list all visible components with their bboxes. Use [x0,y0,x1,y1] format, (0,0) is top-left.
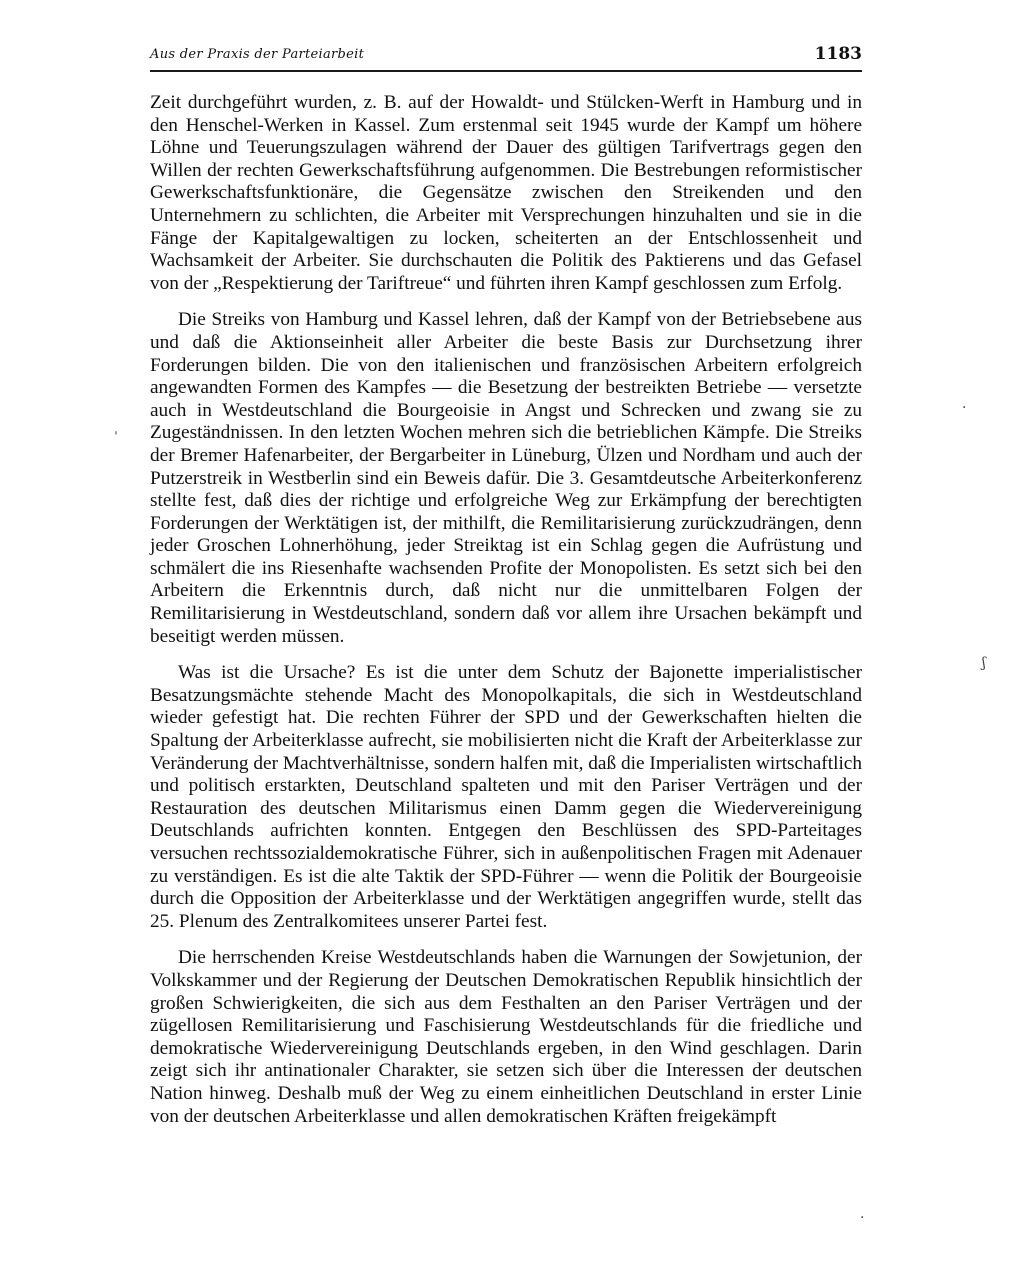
header-rule [150,70,862,72]
paragraph: Was ist die Ursache? Es ist die unter dem Schutz der Bajonette imperialistischer Besatzungsmächte stehende Macht des Monopolkapitals, die sich in Westdeutschland wieder gefestigt hat. Die rechten Führer der SPD und der Gewerkschaften hielten die Spaltung der Arbeiterklasse aufrecht, sie mobilisierten nicht die Kraft der Arbeiterklasse zur Veränderung der Machtverhältnisse, sondern halfen mit, daß die Imperialisten wirtschaftlich und politisch erstarkten, Deutschland spalteten und mit den Pariser Verträgen und der Restauration des deutschen Militarismus einen Damm gegen die Wiedervereinigung Deutschlands aufrichten konnten. Entgegen den Beschlüssen des SPD-Parteitages versuchen rechtssozialdemokratische Führer, sich in außenpolitischen Fragen mit Adenauer zu verständigen. Es ist die alte Taktik der SPD-Führer — wenn die Politik der Bourgeoisie durch die Opposition der Arbeiterklasse und der Werktätigen angegriffen wurde, stellt das 25. Plenum des Zentralkomitees unserer Partei fest. [150,662,862,932]
margin-mark: · [860,1210,865,1226]
paragraph: Die herrschenden Kreise Westdeutschlands haben die Warnungen der Sowjetunion, der Volkskammer und der Regierung der Deutschen Demokratischen Republik hinsichtlich der großen Schwierigkeiten, die sich aus dem Festhalten an den Pariser Verträgen und der zügellosen Remilitarisierung und Faschisierung Westdeutschlands für die friedliche und demokratische Wiedervereinigung Deutschlands ergeben, in den Wind geschlagen. Darin zeigt sich ihr antinationaler Charakter, sie setzen sich über die Interessen der deutschen Nation hinweg. Deshalb muß der Weg zu einem einheitlichen Deutschland in erster Linie von der deutschen Arbeiterklasse und allen demokratischen Kräften freigekämpft [150,947,862,1127]
page-number: 1183 [814,44,862,64]
margin-mark: ʃ [982,655,986,671]
running-title: Aus der Praxis der Parteiarbeit [150,47,365,62]
page-header [150,44,862,68]
margin-mark: · [962,400,967,416]
paragraph: Zeit durchgeführt wurden, z. B. auf der Howaldt- und Stülcken-Werft in Hamburg und in den Henschel-Werken in Kassel. Zum erstenmal seit 1945 wurde der Kampf um höhere Löhne und Teuerungszulagen während der Dauer des gültigen Tarifvertrags gegen den Willen der rechten Gewerkschaftsführung aufgenommen. Die Bestrebungen reformistischer Gewerkschaftsfunktionäre, die Gegensätze zwischen den Streikenden und den Unternehmern zu schlichten, die Arbeiter mit Versprechungen hinzuhalten und sie in die Fänge der Kapitalgewaltigen zu locken, scheiterten an der Entschlossenheit und Wachsamkeit der Arbeiter. Sie durchschauten die Politik des Paktierens und das Gefasel von der „Respektierung der Tariftreue“ und führten ihren Kampf geschlossen zum Erfolg. [150,92,862,294]
margin-mark: ˈ [114,430,118,446]
paragraph: Die Streiks von Hamburg und Kassel lehren, daß der Kampf von der Betriebsebene aus und daß die Aktionseinheit aller Arbeiter die beste Basis zur Durchsetzung ihrer Forderungen bilden. Die von den italienischen und französischen Arbeitern erfolgreich angewandten Formen des Kampfes — die Besetzung der bestreikten Betriebe — versetzte auch in Westdeutschland die Bourgeoisie in Angst und Schrecken und zwang sie zu Zugeständnissen. In den letzten Wochen mehren sich die betrieblichen Kämpfe. Die Streiks der Bremer Hafenarbeiter, der Bergarbeiter in Lüneburg, Ülzen und Nordham und auch der Putzerstreik in Westberlin sind ein Beweis dafür. Die 3. Gesamtdeutsche Arbeiterkonferenz stellte fest, daß dies der richtige und erfolgreiche Weg zur Erkämpfung der berechtigten Forderungen der Werktätigen ist, der mithilft, die Remilitarisierung zurückzudrängen, denn jeder Groschen Lohnerhöhung, jeder Streiktag ist ein Schlag gegen die Aufrüstung und schmälert die ins Riesenhafte wachsenden Profite der Monopolisten. Es setzt sich bei den Arbeitern die Erkenntnis durch, daß nicht nur die unmittelbaren Folgen der Remilitarisierung in Westdeutschland, sondern daß vor allem ihre Ursachen bekämpft und beseitigt werden müssen. [150,309,862,647]
body-text [150,92,862,1142]
